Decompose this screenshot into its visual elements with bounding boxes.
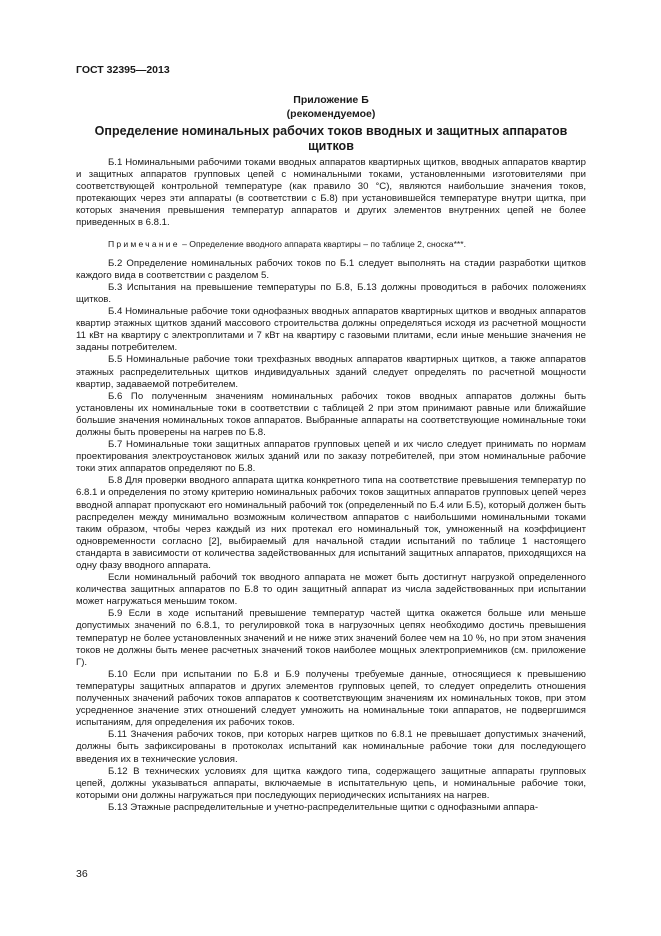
paragraph-b9: Б.9 Если в ходе испытаний превышение температур частей щитка окажется больше или меньше допустимых значений по 6.8.1, то регулировкой тока в нагрузочных цепях необходимо достичь превышения температур не более установленных значений и не ниже этих значений более чем на 10 %, но при этом значения токов не должны быть менее расчетных значений токов наиболее мощных электроприемников (см. приложение Г). (76, 608, 586, 668)
note-paragraph (76, 238, 586, 250)
note-text: – Определение вводного аппарата квартиры – по таблице 2, сноска***. (179, 238, 466, 249)
paragraph-b5: Б.5 Номинальные рабочие токи трехфазных вводных аппаратов квартирных щитков, а также аппаратов этажных распределительных щитков индивидуальных зданий следует определять по расчетной мощности квартир, задаваемой потребителем. (76, 354, 586, 390)
annex-title-block (76, 93, 586, 121)
paragraph-b10: Б.10 Если при испытании по Б.8 и Б.9 получены требуемые данные, относящиеся к превышению температуры защитных аппаратов и других элементов групповых цепей, то следует определить отношения полученных значений рабочих токов аппаратов к соответствующим значениям их номинальных токов, при этом усредненное значение этих отношений следует умножить на номинальные токи аппаратов, не подвергшимся испытаниям, для определения их рабочих токов. (76, 668, 586, 729)
paragraph-b6: Б.6 По полученным значениям номинальных рабочих токов вводных аппаратов должны быть установлены их номинальные токи в соответствии с таблицей 2 при этом принимают равные или ближайшие большие значения номинальных токов аппаратов. Выбранные аппараты на соответствующие номинальные токи должны быть проверены на нагрев по Б.8. (76, 390, 586, 438)
document-code: ГОСТ 32395—2013 (76, 64, 170, 76)
paragraph-b8-continued: Если номинальный рабочий ток вводного аппарата не может быть достигнут нагрузкой определенного количества защитных аппаратов по Б.8 то один защитный аппарат из числа задействованных при испытании может нагружаться меньшим током. (76, 572, 586, 608)
annex-status: (рекомендуемое) (286, 108, 376, 120)
note-label: Примечание (108, 238, 180, 249)
annex-title: Приложение Б (293, 94, 369, 106)
paragraph-b12: Б.12 В технических условиях для щитка каждого типа, содержащего защитные аппараты групповых цепей, должны указываться аппараты, включаемые в испытательную цепь, и номинальные рабочие токи, которыми они должны нагружаться при последующих периодических испытаниях на нагрев. (76, 765, 586, 801)
paragraph-b4: Б.4 Номинальные рабочие токи однофазных вводных аппаратов квартирных щитков и вводных аппаратов квартир этажных щитков зданий массового строительства должны определяться исходя из расчетной мощности 11 кВт на квартиру с электроплитами и 7 кВт на квартиру с газовыми плитами, если иные меньшие значения не заданы потребителем. (76, 306, 586, 354)
paragraph-b13: Б.13 Этажные распределительные и учетно-распределительные щитки с однофазными аппара- (108, 801, 539, 813)
paragraph-b7: Б.7 Номинальные токи защитных аппаратов групповых цепей и их число следует принимать по нормам проектирования электроустановок жилых зданий или по заказу потребителей, при этом номинальные рабочие токи этих аппаратов определяют по Б.8. (76, 439, 586, 475)
body-text (76, 157, 586, 814)
annex-heading: Определение номинальных рабочих токов вводных и защитных аппаратов щитков (94, 124, 568, 153)
paragraph-b1: Б.1 Номинальными рабочими токами вводных аппаратов квартирных щитков, вводных аппаратов квартир и защитных аппаратов групповых цепей с номинальными токами, установленными изготовителями при соответствующей контрольной температуре (как правило 30 °С), являются наибольшие значения токов, протекающих через эти аппараты (в соответствии с Б.8) при установившейся температуре внутри щитка, при которых значения превышения температур аппаратов и других элементов внутренних цепей не более приведенных в 6.8.1. (76, 157, 586, 229)
paragraph-b2: Б.2 Определение номинальных рабочих токов по Б.1 следует выполнять на стадии разработки щитков каждого вида в соответствии с разделом 5. (76, 257, 586, 281)
paragraph-b8: Б.8 Для проверки вводного аппарата щитка конкретного типа на соответствие превышения температур по 6.8.1 и определения по этому критерию номинальных рабочих токов защитных аппаратов групповых цепей через вводной аппарат пропускают его номинальный рабочий ток (определенный по Б.4 или Б.5), который должен быть распределен между минимально возможным количеством аппаратов с наибольшими номинальными токами таким образом, чтобы через каждый из них протекал его номинальный ток, умноженный на коэффициент одновременности согласно [2], выбираемый для начальной стадии испытаний по таблице 1 настоящего стандарта в зависимости от количества задействованных для испытаний защитных аппаратов, приходящихся на одну фазу вводного аппарата. (76, 475, 586, 571)
paragraph-b11: Б.11 Значения рабочих токов, при которых нагрев щитков по 6.8.1 не превышает допустимых значений, должны быть зафиксированы в протоколах испытаний как номинальные рабочие токи для последующего введения их в технические условия. (76, 729, 586, 765)
paragraph-b3: Б.3 Испытания на превышение температуры по Б.8, Б.13 должны проводиться в рабочих положениях щитков. (76, 281, 586, 305)
page-number: 36 (76, 868, 88, 880)
